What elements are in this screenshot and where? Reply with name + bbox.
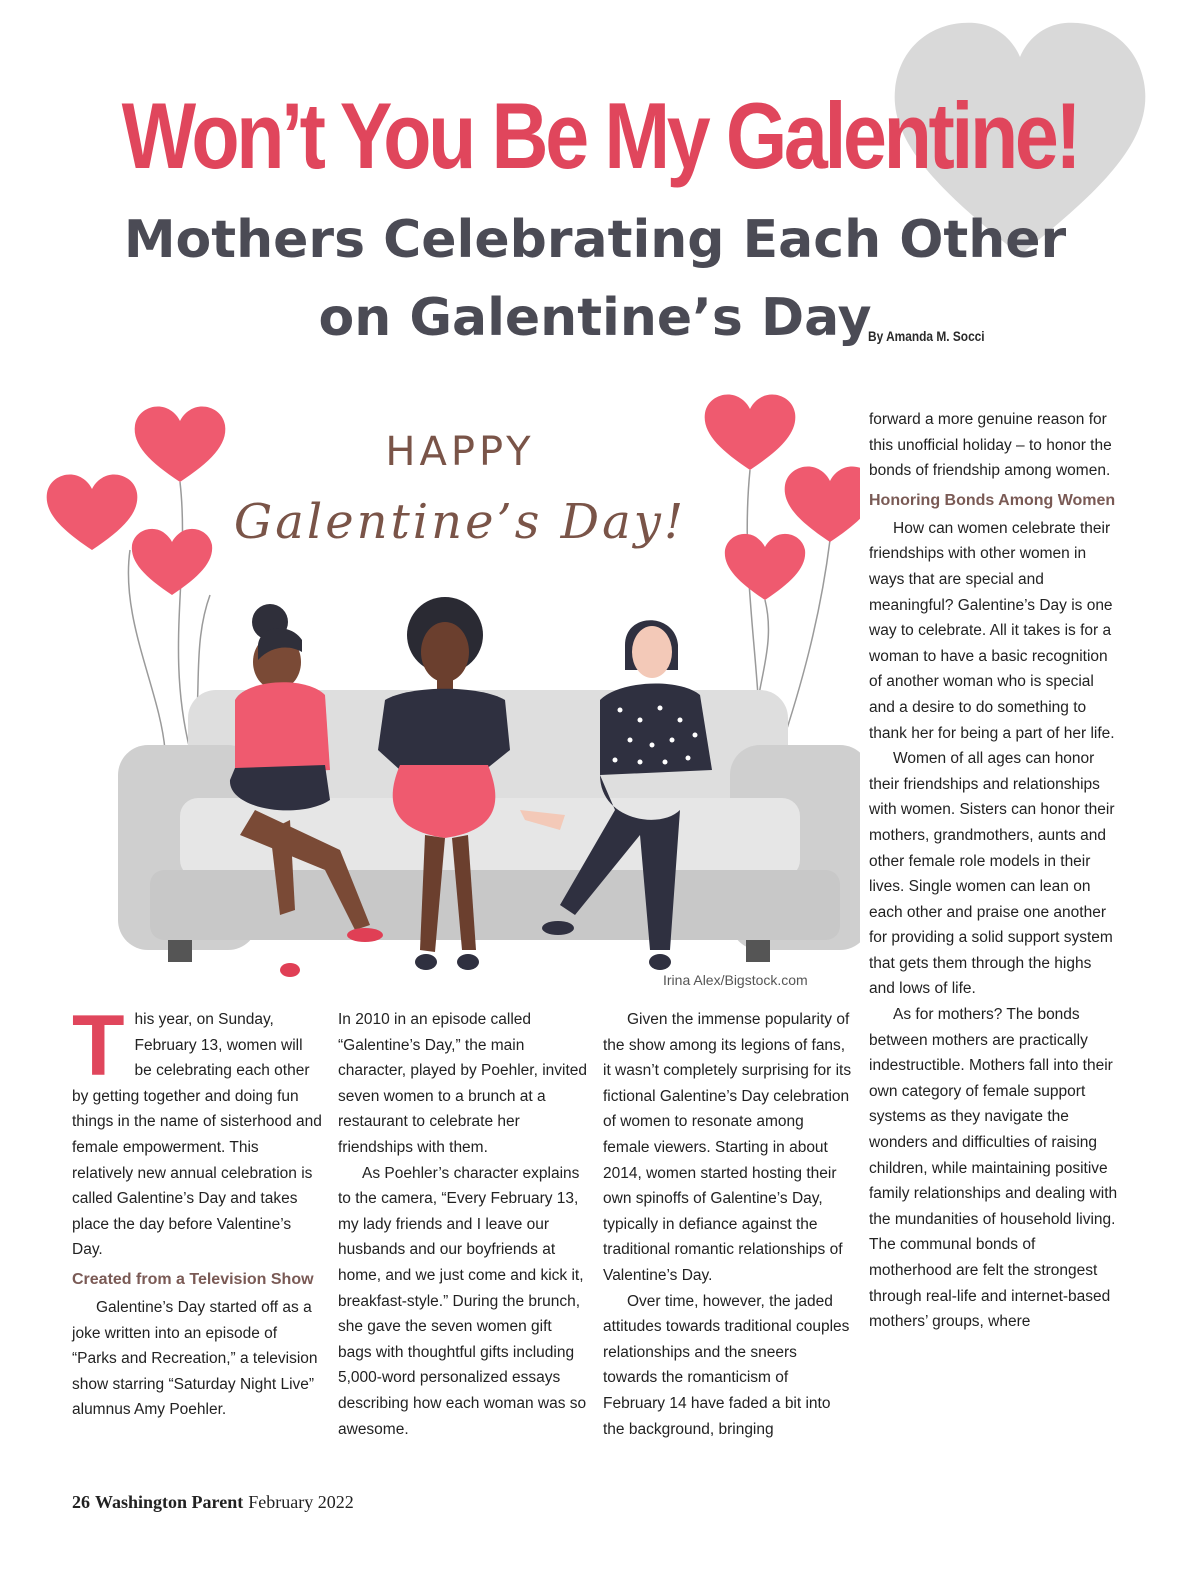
paragraph: In 2010 in an episode called “Galentine’s Day,” the main character, played by Poehler, invited seven women to a brunch at a restaurant to celebrate her friendships with them.	[338, 1011, 588, 1156]
issue-date: February 2022	[248, 1492, 354, 1512]
headline: Won’t You Be My Galentine!	[121, 83, 1079, 188]
article-column-2	[338, 1007, 588, 1442]
paragraph: Women of all ages can honor their friendships and relationships with women. Sisters can honor their mothers, grandmothers, aunts and other female role models in their lives. Single women can lean on each other and praise one another for providing a solid support system that gets them through the highs and lows of life.	[869, 750, 1115, 998]
paragraph: As Poehler’s character explains to the camera, “Every February 13, my lady friends and I leave our husbands and our boyfriends at home, and we just come and kick it, breakfast-style.” During the brunch, she gave the seven women gift bags with thoughtful gifts including 5,000-word personalized essays describing how each woman was so awesome.	[338, 1164, 587, 1438]
galentines-day-text: Galentine’s Day!	[233, 494, 687, 550]
paragraph: Over time, however, the jaded attitudes towards traditional couples relationships and the sneers towards the romanticism of February 14 have faded a bit into the background, bringing	[603, 1292, 850, 1438]
happy-text: HAPPY	[385, 429, 535, 475]
article-column-4	[869, 407, 1119, 1335]
page-number: 26	[72, 1492, 90, 1512]
paragraph: As for mothers? The bonds between mothers are practically indestructible. Mothers fall into their own category of female support systems as they navigate the wonders and difficulties of raising children, while maintaining positive family relationships and dealing with the mundanities of household living. The communal bonds of motherhood are felt the strongest through real-life and internet-based mothers’ groups, where	[869, 1006, 1118, 1331]
subheadline-line-1: Mothers Celebrating Each Other	[123, 210, 1067, 270]
photo-credit: Irina Alex/Bigstock.com	[663, 972, 808, 988]
drop-cap: T	[72, 998, 125, 1094]
paragraph: Given the immense popularity of the show among its legions of fans, it wasn’t completely surprising for its fictional Galentine’s Day celebration of women to resonate among female viewers. Starting in about 2014, women started hosting their own spinoffs of Galentine’s Day, typically in defiance against the traditional romantic relationships of Valentine’s Day.	[603, 1011, 852, 1284]
subheadline-line-2: on Galentine’s Day	[318, 288, 872, 348]
article-column-1	[72, 998, 322, 1423]
paragraph: his year, on Sunday, February 13, women will be celebrating each other by getting together and doing fun things in the name of sisterhood and female empowerment. This relatively new annual celebration is called Galentine’s Day and takes place the day before Valentine’s Day.	[72, 1011, 322, 1259]
galentines-illustration	[40, 390, 860, 990]
publication-name: Washington Parent	[95, 1492, 244, 1512]
paragraph: How can women celebrate their friendships with other women in ways that are special and meaningful? Galentine’s Day is one way to celebrate. All it takes is for a woman to have a basic recognition of another woman who is special and a desire to do something to thank her for being a part of her life.	[869, 519, 1115, 742]
article-column-3	[603, 1007, 853, 1442]
byline: By Amanda M. Socci	[868, 328, 985, 344]
paragraph: Galentine’s Day started off as a joke written into an episode of “Parks and Recreation,” a television show starring “Saturday Night Live” alumnus Amy Poehler.	[72, 1298, 318, 1419]
paragraph: forward a more genuine reason for this unofficial holiday – to honor the bonds of friendship among women.	[869, 411, 1112, 480]
page-footer	[72, 1492, 354, 1513]
section-heading: Honoring Bonds Among Women	[869, 491, 1116, 509]
section-heading: Created from a Television Show	[72, 1270, 314, 1288]
